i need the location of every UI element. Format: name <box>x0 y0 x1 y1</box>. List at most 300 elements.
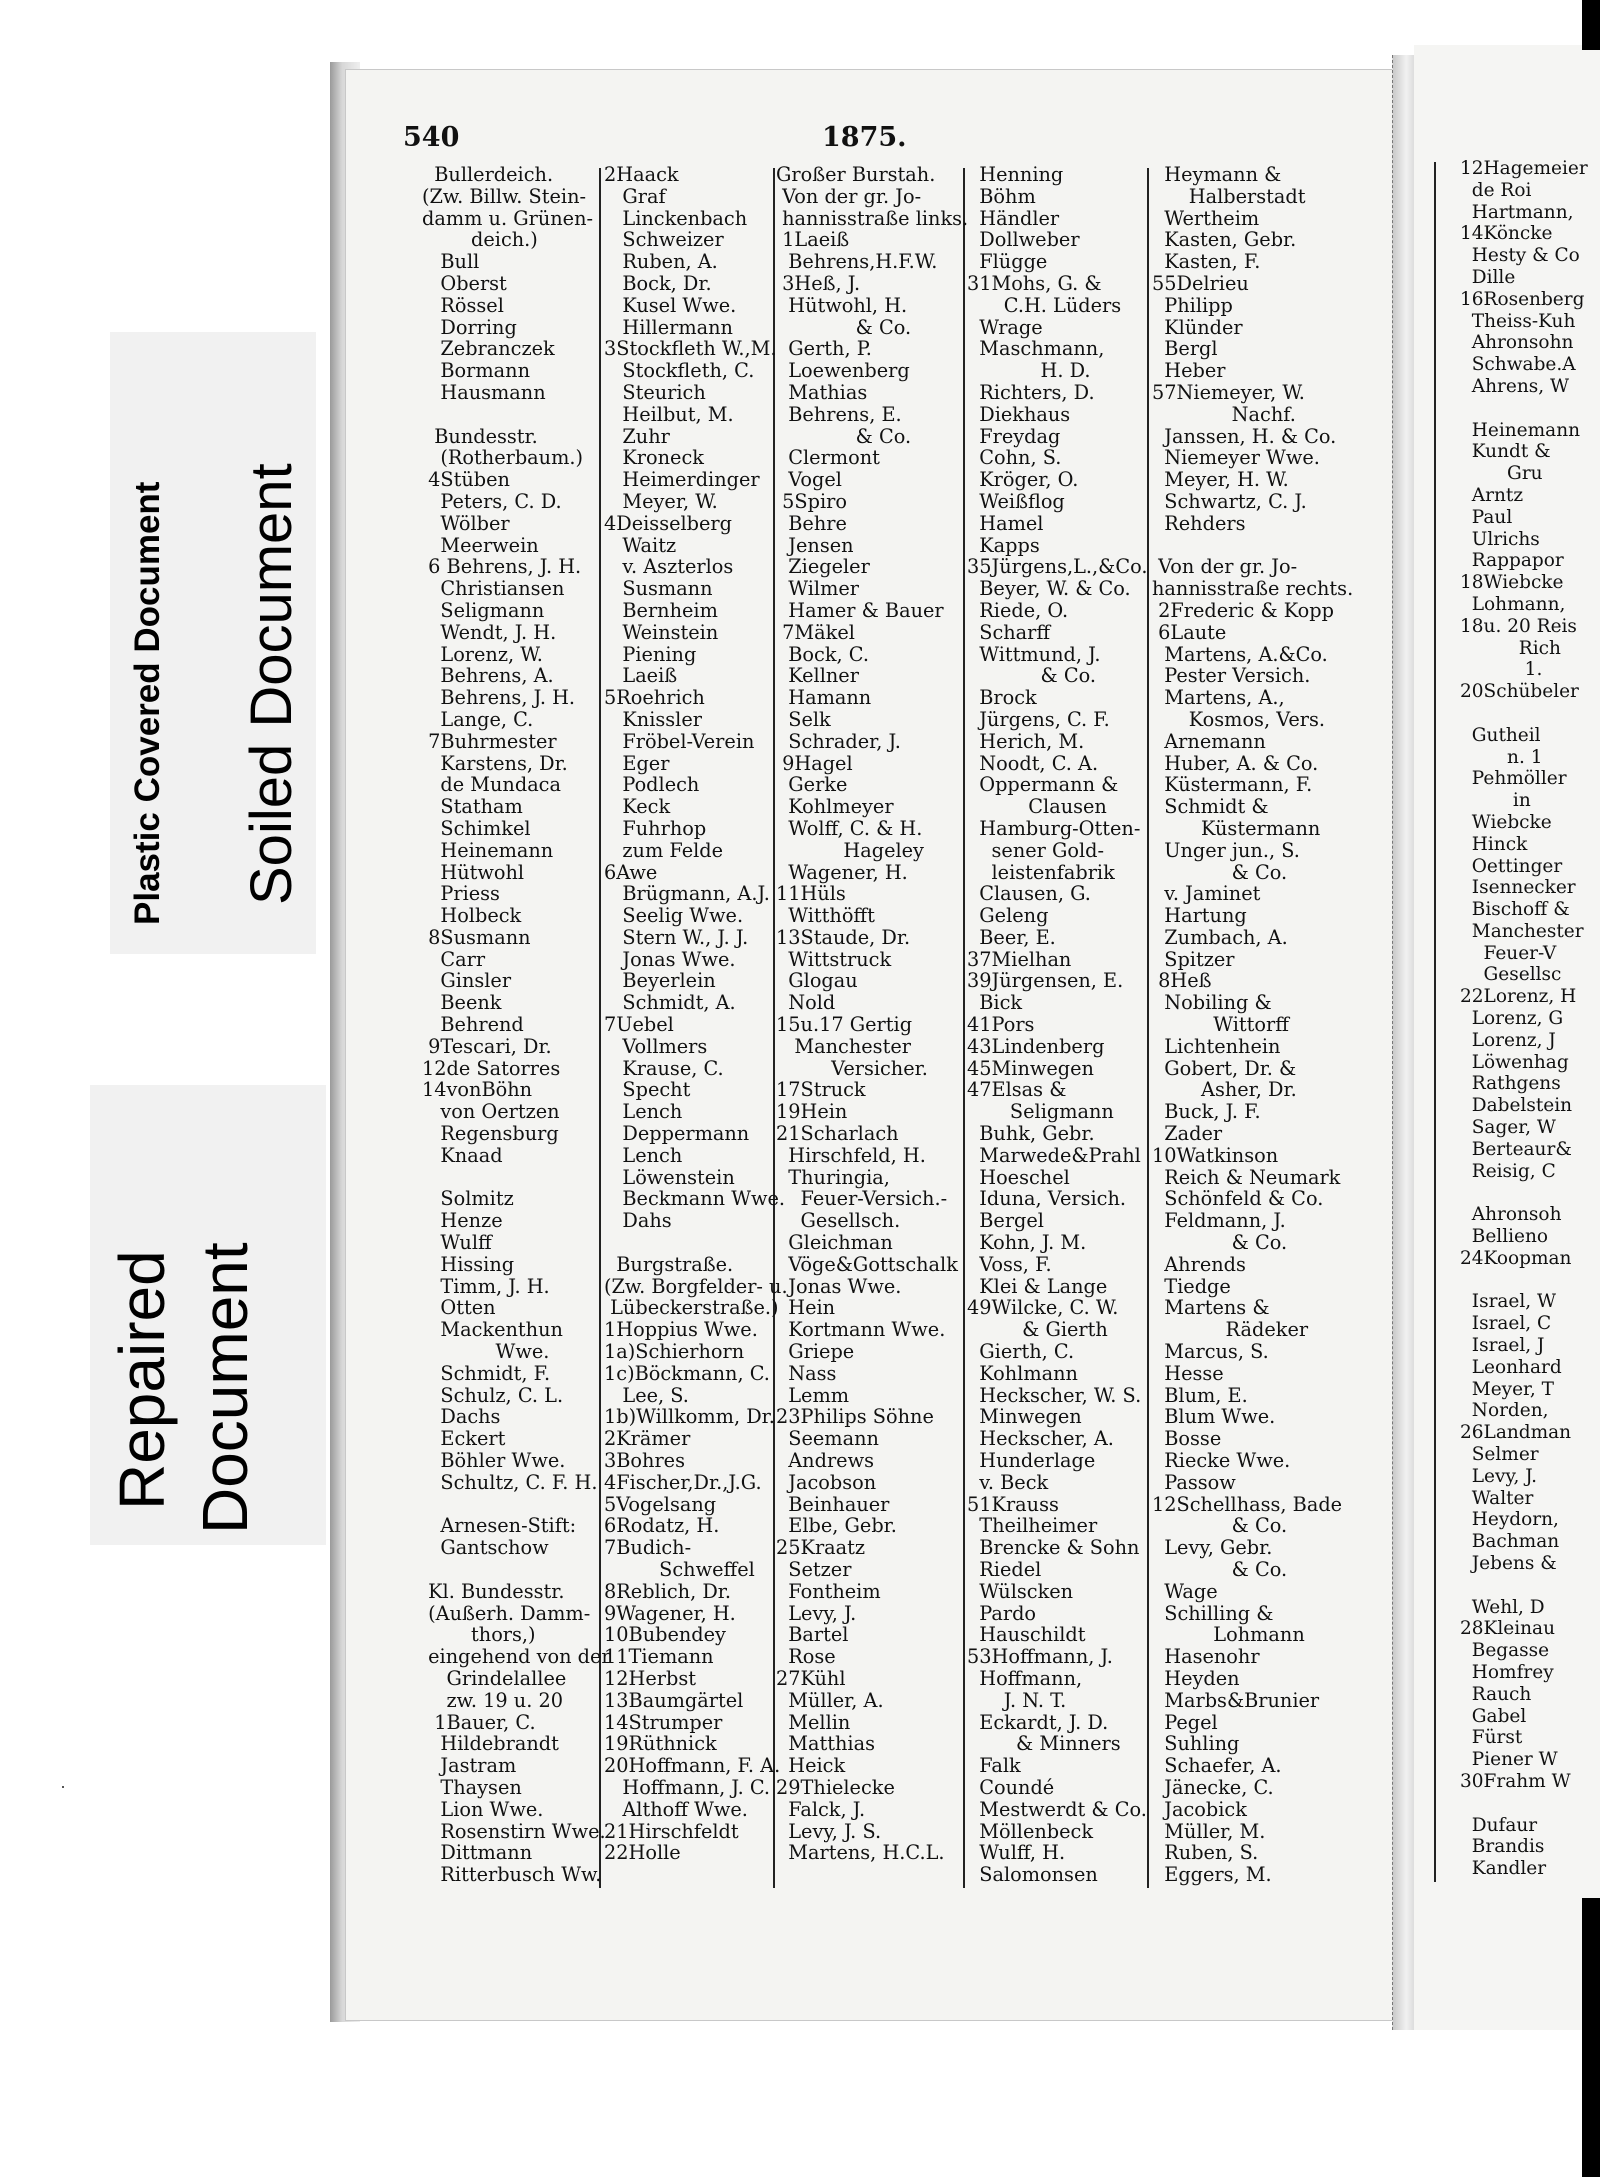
directory-line: Theilheimer <box>967 1514 1098 1538</box>
directory-line: Schmidt & <box>1152 795 1269 819</box>
directory-line: Ziegeler <box>776 555 870 579</box>
repaired-label-line2: Document <box>189 1242 261 1534</box>
directory-line: Rosenstirn Wwe. <box>422 1819 606 1843</box>
directory-line: Kusel Wwe. <box>604 293 737 317</box>
directory-line: Wittstruck <box>776 947 892 971</box>
directory-line: H. D. <box>967 359 1091 383</box>
directory-line: Thaysen <box>422 1775 522 1799</box>
directory-line: Hoffmann, <box>967 1666 1083 1690</box>
directory-line: Weinstein <box>604 620 719 644</box>
directory-line: Behre <box>776 511 847 535</box>
directory-line: Dahs <box>604 1209 672 1233</box>
directory-line: Lohmann <box>1152 1623 1305 1647</box>
directory-line: Hinck <box>1460 833 1528 855</box>
directory-line: Zumbach, A. <box>1152 925 1288 949</box>
directory-line: Jacobson <box>776 1470 877 1494</box>
directory-line: & Co. <box>967 664 1096 688</box>
directory-line: 3Stockfleth W.,M. <box>604 337 777 361</box>
directory-line: Jürgens, C. F. <box>967 707 1110 731</box>
directory-line: Meyer, T <box>1460 1378 1554 1400</box>
directory-line: Fontheim <box>776 1579 881 1603</box>
directory-line: Lichtenhein <box>1152 1034 1281 1058</box>
directory-line: Pardo <box>967 1601 1037 1625</box>
directory-line: Dittmann <box>422 1841 533 1865</box>
directory-line: Kortmann Wwe. <box>776 1318 946 1342</box>
directory-line: Martens, A., <box>1152 686 1285 710</box>
directory-line: Gesellsc <box>1460 964 1562 986</box>
directory-line: hannisstraße links. <box>776 206 969 230</box>
directory-line <box>422 404 611 426</box>
directory-line: Ritterbusch Ww. <box>422 1863 602 1887</box>
directory-line: Herich, M. <box>967 729 1085 753</box>
directory-line: 12Schellhass, Bade <box>1152 1492 1343 1516</box>
directory-line: de Mundaca <box>422 773 561 797</box>
directory-line: Kandler <box>1460 1858 1547 1880</box>
directory-line: Heyden <box>1152 1666 1240 1690</box>
directory-line: Hartmann, <box>1460 201 1574 223</box>
directory-line: Peters, C. D. <box>422 489 562 513</box>
speck <box>62 1786 64 1788</box>
directory-line: Rappapor <box>1460 550 1564 572</box>
directory-line: 21Hirschfeldt <box>604 1819 739 1843</box>
directory-line: Behrens,H.F.W. <box>776 250 938 274</box>
directory-line: Mellin <box>776 1710 851 1734</box>
directory-line: 5Roehrich <box>604 686 705 710</box>
directory-line: Dabelstein <box>1460 1095 1573 1117</box>
directory-line: Heick <box>776 1754 846 1778</box>
directory-line: 4Deisselberg <box>604 511 732 535</box>
directory-line <box>422 1559 611 1581</box>
directory-line: Gierth, C. <box>967 1340 1075 1364</box>
directory-line: Ginsler <box>422 969 512 993</box>
directory-line: Schmidt, A. <box>604 991 736 1015</box>
directory-line: Levy, J. S. <box>776 1819 882 1843</box>
directory-line: Bischoff & <box>1460 899 1570 921</box>
directory-line: Heydorn, <box>1460 1509 1559 1531</box>
directory-line: v. Beck <box>967 1470 1049 1494</box>
directory-line: Sager, W <box>1460 1117 1556 1139</box>
directory-line: 6 Behrens, J. H. <box>422 555 582 579</box>
directory-line: Bundesstr. <box>422 424 538 448</box>
directory-line: Lorenz, J <box>1460 1029 1556 1051</box>
directory-line: 25Kraatz <box>776 1536 866 1560</box>
directory-column-6-clipped <box>1460 158 1588 1880</box>
directory-line: Piening <box>604 642 697 666</box>
directory-line: Laeiß <box>604 664 678 688</box>
directory-line: Dille <box>1460 266 1516 288</box>
directory-line: Bick <box>967 991 1023 1015</box>
directory-line: zum Felde <box>604 838 724 862</box>
directory-line: Holbeck <box>422 904 522 928</box>
directory-line: Heinemann <box>1460 419 1581 441</box>
directory-line: Schweffel <box>604 1558 755 1581</box>
directory-line: Beckmann Wwe. <box>604 1187 786 1211</box>
directory-line: 14Strumper <box>604 1710 723 1734</box>
directory-line: Gru <box>1460 463 1543 485</box>
directory-line: Huber, A. & Co. <box>1152 751 1319 775</box>
directory-line: Heymann & <box>1152 163 1282 186</box>
directory-line: Kröger, O. <box>967 468 1079 492</box>
directory-line: Lübeckerstraße.) <box>604 1296 779 1320</box>
directory-line: Coundé <box>967 1775 1055 1799</box>
directory-line: Martens, H.C.L. <box>776 1841 945 1865</box>
directory-line <box>1460 1575 1588 1597</box>
directory-line: Hütwohl <box>422 860 525 884</box>
directory-line: Clausen <box>967 795 1107 819</box>
directory-line: C.H. Lüders <box>967 293 1122 317</box>
directory-line: 6Awe <box>604 860 658 884</box>
directory-line: Böhler Wwe. <box>422 1449 566 1473</box>
directory-line: 14Köncke <box>1460 223 1553 245</box>
directory-line: Zebranczek <box>422 337 555 361</box>
directory-line: Seligmann <box>967 1100 1114 1124</box>
directory-line: Timm, J. H. <box>422 1274 550 1298</box>
directory-line: Wülscken <box>967 1579 1074 1603</box>
directory-line: Blum, E. <box>1152 1383 1248 1407</box>
directory-line: Hirschfeld, H. <box>776 1143 926 1167</box>
directory-line: 7Mäkel <box>776 620 855 644</box>
directory-line: Walter <box>1460 1487 1534 1509</box>
directory-line: Bergl <box>1152 337 1218 361</box>
directory-line: J. N. T. <box>967 1688 1067 1712</box>
directory-line: sener Gold- <box>967 838 1105 862</box>
directory-line: Hunderlage <box>967 1449 1096 1473</box>
directory-line: Kohn, J. M. <box>967 1231 1087 1255</box>
directory-line: Gleichman <box>776 1231 893 1255</box>
directory-line: Lorenz, W. <box>422 642 543 666</box>
directory-line: 23Philips Söhne <box>776 1405 934 1429</box>
directory-line: 53Hoffmann, J. <box>967 1645 1113 1669</box>
directory-line: Wittmund, J. <box>967 642 1101 666</box>
directory-line: thors,) <box>422 1623 536 1647</box>
directory-line: Wagener, H. <box>776 860 908 884</box>
directory-line: de Roi <box>1460 179 1532 201</box>
directory-line: Oberst <box>422 271 507 295</box>
directory-line: Hamer & Bauer <box>776 598 944 622</box>
directory-line: 3Heß, J. <box>776 271 861 295</box>
directory-line: Schwabe.A <box>1460 354 1576 376</box>
directory-line: Falk <box>967 1754 1021 1778</box>
directory-line: 1Laeiß <box>776 228 850 252</box>
directory-line: Versicher. <box>776 1056 928 1080</box>
directory-line: 22Lorenz, H <box>1460 986 1577 1008</box>
directory-line: Rathgens <box>1460 1073 1561 1095</box>
directory-line: Hamel <box>967 511 1044 535</box>
directory-line: 6Laute <box>1152 620 1227 644</box>
directory-column-5 <box>1152 164 1353 1886</box>
directory-line: Heckscher, A. <box>967 1427 1114 1451</box>
directory-line: Heilbut, M. <box>604 402 734 426</box>
directory-line: Vöge&Gottschalk <box>776 1252 958 1276</box>
page-number: 540 <box>403 122 460 153</box>
directory-line: Dachs <box>422 1405 501 1429</box>
directory-line: Schwartz, C. J. <box>1152 489 1307 513</box>
directory-line: Loewenberg <box>776 359 910 383</box>
directory-line: 1Hoppius Wwe. <box>604 1318 758 1342</box>
directory-line: Händler <box>967 206 1060 230</box>
directory-line: Gesellsch. <box>776 1209 901 1233</box>
directory-line: Brencke & Sohn <box>967 1536 1140 1560</box>
directory-line: 11Tiemann <box>604 1645 714 1669</box>
directory-line: & Minners <box>967 1732 1121 1756</box>
directory-line: Hildebrandt <box>422 1732 559 1756</box>
directory-line: Feuer-Versich.- <box>776 1187 948 1211</box>
directory-line: Dollweber <box>967 228 1080 252</box>
directory-line: Nold <box>776 991 836 1015</box>
directory-line: Hein <box>776 1296 836 1320</box>
directory-line: (Außerh. Damm- <box>422 1601 591 1625</box>
directory-line: 43Lindenberg <box>967 1034 1105 1058</box>
directory-line: Andrews <box>776 1449 874 1473</box>
directory-line: Ahrends <box>1152 1252 1246 1276</box>
directory-line: Glogau <box>776 969 858 993</box>
directory-line <box>422 1167 611 1189</box>
directory-line: Manchester <box>1460 920 1584 942</box>
directory-line: 20Schübeler <box>1460 681 1579 703</box>
directory-line: Levy, J. <box>776 1601 857 1625</box>
directory-line: Von der gr. Jo- <box>1152 555 1298 579</box>
directory-line: Vogel <box>776 468 842 492</box>
directory-line: Wendt, J. H. <box>422 620 557 644</box>
directory-line: Maschmann, <box>967 337 1105 361</box>
directory-line: Jänecke, C. <box>1152 1775 1274 1799</box>
directory-line: & Co. <box>776 315 912 339</box>
directory-line: Ulrichs <box>1460 528 1540 550</box>
directory-line: 4Fischer,Dr.,J.G. <box>604 1470 762 1494</box>
directory-line: 41Pors <box>967 1013 1035 1037</box>
directory-line: Hauschildt <box>967 1623 1086 1647</box>
directory-line: Schrader, J. <box>776 729 901 753</box>
directory-line: (Zw. Billw. Stein- <box>422 184 587 208</box>
directory-line: Brandis <box>1460 1836 1545 1858</box>
directory-line: Möllenbeck <box>967 1819 1094 1843</box>
directory-line: n. 1 <box>1460 746 1543 768</box>
directory-line: Paul <box>1460 506 1513 528</box>
directory-line: Wertheim <box>1152 206 1260 230</box>
directory-line: Martens, A.&Co. <box>1152 642 1328 666</box>
directory-line: Beyerlein <box>604 969 716 993</box>
directory-line: Niemeyer Wwe. <box>1152 446 1320 470</box>
directory-line: Feldmann, J. <box>1152 1209 1286 1233</box>
directory-line: Asher, Dr. <box>1152 1078 1297 1102</box>
directory-line: Heimerdinger <box>604 468 760 492</box>
directory-line: Jebens & <box>1460 1553 1557 1574</box>
directory-line: Levy, Gebr. <box>1152 1536 1273 1560</box>
directory-line: Kellner <box>776 664 859 688</box>
directory-line: Brügmann, A.J. <box>604 882 770 906</box>
directory-line: Zuhr <box>604 424 670 448</box>
directory-line: Specht <box>604 1078 691 1102</box>
directory-line: Minwegen <box>967 1405 1082 1429</box>
directory-line: Pegel <box>1152 1710 1218 1734</box>
directory-line: Salomonsen <box>967 1863 1098 1887</box>
directory-line: Seemann <box>776 1427 879 1451</box>
directory-line: Selmer <box>1460 1444 1539 1466</box>
directory-line: Ahronsohn <box>1460 332 1574 354</box>
binding-tab-bottom <box>1582 1898 1600 2177</box>
directory-line: Halberstadt <box>1152 184 1306 208</box>
directory-line: Gutheil <box>1460 724 1541 746</box>
directory-line: Deppermann <box>604 1122 750 1146</box>
directory-line: Kosmos, Vers. <box>1152 707 1326 731</box>
directory-line: Klünder <box>1152 315 1243 339</box>
directory-line: in <box>1460 790 1531 812</box>
directory-line: Jacobick <box>1152 1797 1247 1821</box>
directory-line: Schönfeld & Co. <box>1152 1187 1324 1211</box>
directory-line: Stockfleth, C. <box>604 359 755 383</box>
directory-line: Küstermann <box>1152 816 1321 840</box>
directory-line: Henning <box>967 163 1064 186</box>
directory-line: Wage <box>1152 1579 1218 1603</box>
directory-line: Heber <box>1152 359 1226 383</box>
directory-line: 2Krämer <box>604 1427 691 1451</box>
directory-column-2 <box>604 164 788 1864</box>
directory-line: Stern W., J. J. <box>604 925 749 949</box>
directory-line: Löwenstein <box>604 1165 735 1189</box>
directory-line: Dorring <box>422 315 517 339</box>
directory-line: Rauch <box>1460 1683 1532 1705</box>
directory-line: Bernheim <box>604 598 718 622</box>
directory-line: Waitz <box>604 533 677 557</box>
directory-line: Bormann <box>422 359 530 383</box>
soiled-label: Soiled Document <box>239 463 304 905</box>
directory-line: Meyer, H. W. <box>1152 468 1289 492</box>
directory-line: Janssen, H. & Co. <box>1152 424 1337 448</box>
directory-line: Passow <box>1152 1470 1236 1494</box>
directory-line: Fürst <box>1460 1727 1523 1749</box>
directory-line <box>1460 1270 1588 1292</box>
directory-line: 19Hein <box>776 1100 848 1124</box>
directory-line: Schmidt, F. <box>422 1361 551 1385</box>
directory-line: (Rotherbaum.) <box>422 446 584 470</box>
directory-line: Solmitz <box>422 1187 514 1211</box>
directory-line: Hoeschel <box>967 1165 1070 1189</box>
directory-column-1 <box>422 164 611 1886</box>
directory-line: Gerke <box>776 773 848 797</box>
directory-line: 2Haack <box>604 163 679 186</box>
directory-line: Hissing <box>422 1252 515 1276</box>
directory-line: Hamann <box>776 686 872 710</box>
directory-line: Statham <box>422 795 523 819</box>
directory-line: Dufaur <box>1460 1814 1538 1836</box>
directory-line: Otten <box>422 1296 496 1320</box>
directory-line: Meerwein <box>422 533 539 557</box>
directory-line: 21Scharlach <box>776 1122 899 1146</box>
directory-line: 18Wiebcke <box>1460 572 1564 594</box>
directory-line: 12Herbst <box>604 1666 696 1690</box>
directory-line: 37Mielhan <box>967 947 1072 971</box>
repaired-label-line1: Repaired <box>106 1250 178 1510</box>
directory-line: Jastram <box>422 1754 517 1778</box>
directory-line: Behrens, E. <box>776 402 902 426</box>
directory-line: Matthias <box>776 1732 875 1756</box>
directory-line: Leonhard <box>1460 1356 1562 1378</box>
directory-line: Homfrey <box>1460 1661 1554 1683</box>
directory-line: Großer Burstah. <box>776 163 936 186</box>
directory-line: Levy, J. <box>1460 1465 1538 1487</box>
directory-line: Israel, C <box>1460 1313 1552 1335</box>
directory-line: & Co. <box>1152 1558 1288 1581</box>
directory-line: Böhm <box>967 184 1036 208</box>
directory-line: Küstermann, F. <box>1152 773 1313 797</box>
directory-line: Pehmöller <box>1460 768 1567 790</box>
directory-line: Von der gr. Jo- <box>776 184 922 208</box>
directory-line: 9Hagel <box>776 751 853 775</box>
directory-line: Gobert, Dr. & <box>1152 1056 1297 1080</box>
directory-line: 12de Satorres <box>422 1056 561 1080</box>
directory-line: 5Vogelsang <box>604 1492 717 1516</box>
binding-tab-top <box>1582 0 1600 50</box>
directory-line: Zader <box>1152 1122 1223 1146</box>
directory-line: 30Frahm W <box>1460 1770 1571 1792</box>
directory-line: Beyer, W. & Co. <box>967 577 1131 601</box>
directory-line: Bosse <box>1152 1427 1222 1451</box>
directory-line: Krause, C. <box>604 1056 724 1080</box>
directory-line: Hamburg-Otten- <box>967 816 1141 840</box>
directory-line: Cohn, S. <box>967 446 1062 470</box>
directory-line: Behrens, A. <box>422 664 554 688</box>
directory-line: 18u. 20 Reis <box>1460 615 1577 637</box>
directory-line: 20Hoffmann, F. A. <box>604 1754 781 1778</box>
plastic-covered-label: Plastic Covered Document <box>128 481 167 925</box>
directory-line: 24Koopman <box>1460 1247 1572 1269</box>
directory-line: Jonas Wwe. <box>776 1274 902 1298</box>
directory-line: 16Rosenberg <box>1460 288 1585 310</box>
directory-line: 51Krauss <box>967 1492 1059 1516</box>
directory-line: 4Stüben <box>422 468 510 492</box>
directory-line: Kroneck <box>604 446 704 470</box>
directory-line: 1c)Böckmann, C. <box>604 1361 770 1385</box>
directory-line: Steurich <box>604 380 706 404</box>
directory-line: Hoffmann, J. C. <box>604 1775 771 1799</box>
directory-line: Brock <box>967 686 1037 710</box>
directory-line: Gabel <box>1460 1705 1527 1727</box>
directory-line: Lange, C. <box>422 707 534 731</box>
directory-line: Karstens, Dr. <box>422 751 568 775</box>
directory-line: Setzer <box>776 1558 852 1581</box>
directory-line: Riedel <box>967 1558 1042 1581</box>
directory-line: Behrens, J. H. <box>422 686 576 710</box>
directory-line: Müller, A. <box>776 1688 884 1712</box>
directory-line: Susmann <box>604 577 713 601</box>
directory-line: Müller, M. <box>1152 1819 1266 1843</box>
directory-line: Marcus, S. <box>1152 1340 1269 1364</box>
directory-line: 55Delrieu <box>1152 271 1249 295</box>
directory-line: 8Reblich, Dr. <box>604 1579 732 1603</box>
directory-line: Begasse <box>1460 1640 1550 1662</box>
directory-line: 10Watkinson <box>1152 1143 1279 1167</box>
directory-line: Gantschow <box>422 1536 549 1560</box>
directory-line: Hasenohr <box>1152 1645 1260 1669</box>
directory-line: Jensen <box>776 533 854 557</box>
directory-line: Schaefer, A. <box>1152 1754 1282 1778</box>
directory-line: Eckert <box>422 1427 506 1451</box>
directory-line: Lion Wwe. <box>422 1797 544 1821</box>
directory-line: Piener W <box>1460 1749 1558 1771</box>
directory-line: Fuhrhop <box>604 816 707 840</box>
book-gutter <box>1392 55 1415 2030</box>
directory-line: Linckenbach <box>604 206 748 230</box>
directory-line: 8Heß <box>1152 969 1212 993</box>
directory-line: Rose <box>776 1645 836 1669</box>
directory-line: 27Kühl <box>776 1666 846 1690</box>
directory-line: eingehend von der <box>422 1645 611 1669</box>
directory-line: 29Thielecke <box>776 1775 895 1799</box>
directory-line: 6Rodatz, H. <box>604 1514 720 1538</box>
directory-line: Selk <box>776 707 831 731</box>
directory-line: 26Landman <box>1460 1422 1572 1444</box>
directory-line: Ruben, A. <box>604 250 718 274</box>
